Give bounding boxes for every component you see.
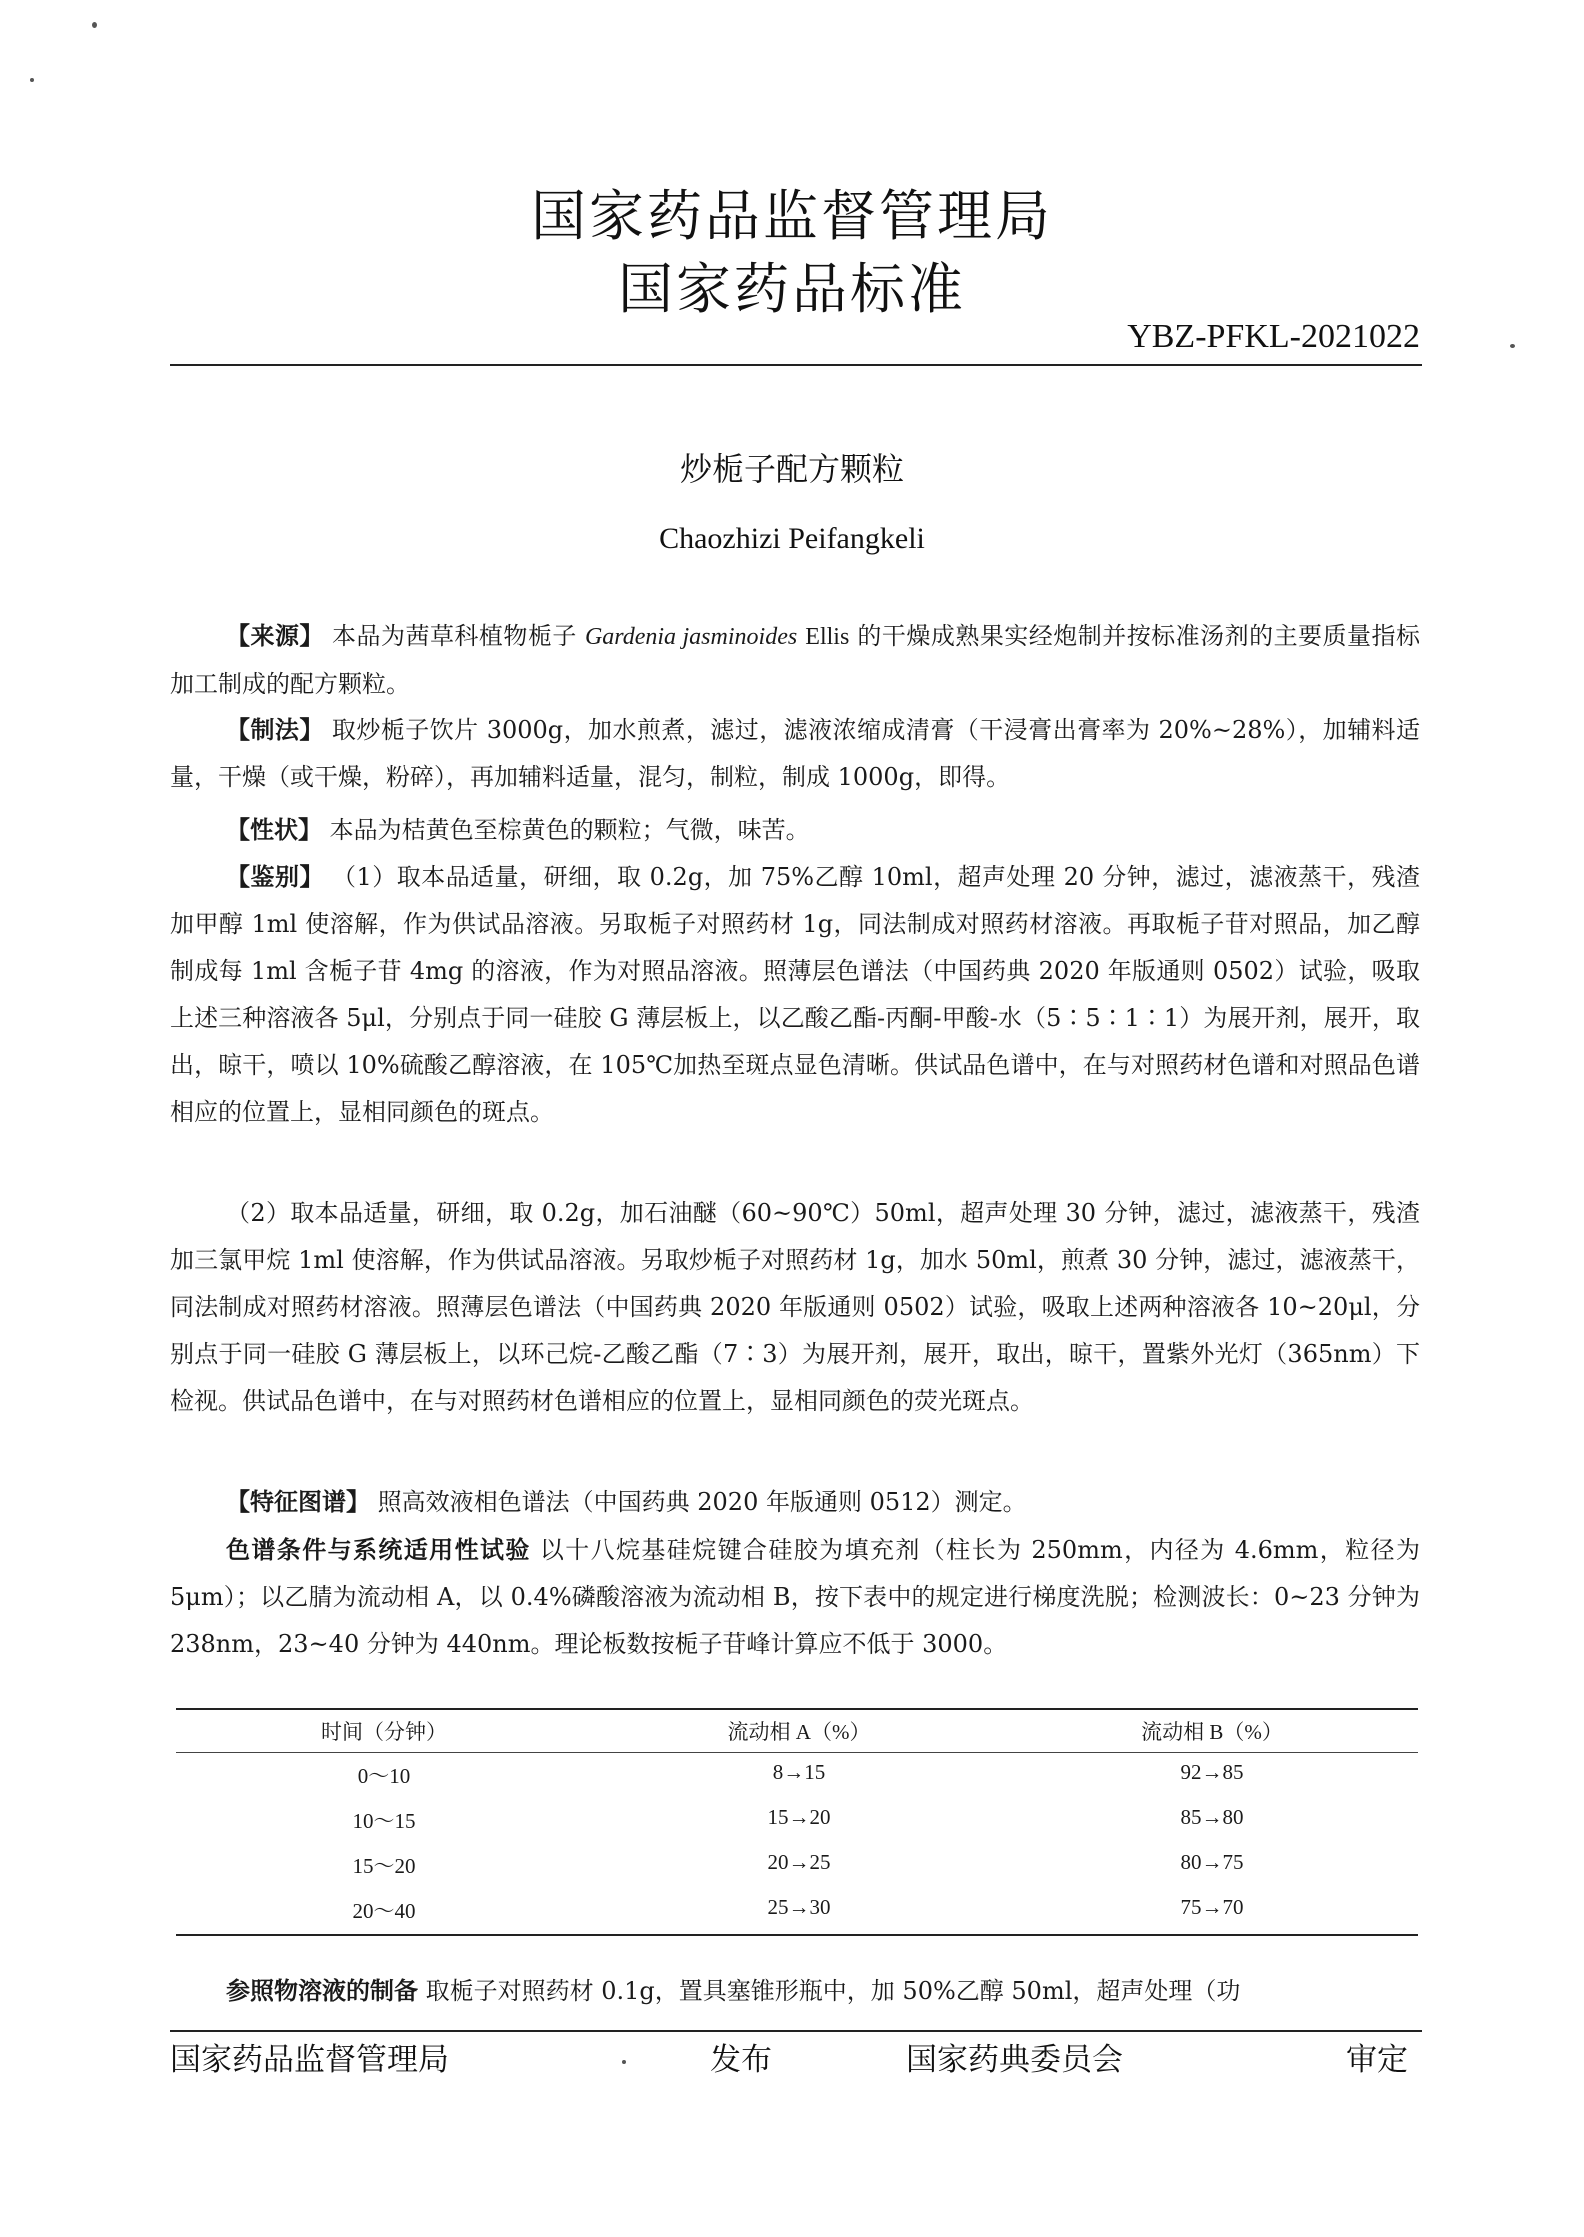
fingerprint-text: 照高效液相色谱法（中国药典 2020 年版通则 0512）测定。 bbox=[377, 1488, 1027, 1516]
section-character bbox=[170, 807, 1420, 854]
section-fingerprint bbox=[170, 1479, 1420, 1526]
source-latin-name: Gardenia jasminoides bbox=[584, 624, 798, 650]
header-standard: 国家药品标准 bbox=[617, 257, 966, 321]
section-reference bbox=[170, 1968, 1420, 2015]
header-org: 国家药品监督管理局 bbox=[530, 184, 1053, 248]
reference-tag: 参照物溶液的制备 bbox=[226, 1977, 418, 2005]
identification-tag: 【鉴别】 bbox=[226, 863, 324, 891]
table-bottom-rule bbox=[176, 1934, 1418, 1936]
identification-text-2: （2）取本品适量，研细，取 0.2g，加石油醚（60~90℃）50ml，超声处理 30 分钟，滤过，滤液蒸干，残渣加三氯甲烷 1ml 使溶解，作为供试品溶液。另取炒栀子对照药材 1g，加水 50ml，煎煮 30 分钟，滤过，滤液蒸干，同法制成对照药材溶液。照薄层色谱法（中国药典 2020 年版通则 0502）试验，吸取上述两种溶液各 10~20μl，分别点于同一硅胶 G 薄层板上，以环己烷-乙酸乙酯（7∶3）为展开剂，展开，取出，晾干，置紫外光灯（365nm）下检视。供试品色谱中，在与对照药材色谱相应的位置上，显相同颜色的荧光斑点。 bbox=[170, 1199, 1420, 1415]
scan-speck bbox=[92, 22, 97, 28]
scan-speck bbox=[1510, 344, 1515, 348]
table-cell: 15～20 bbox=[352, 1854, 416, 1878]
conditions-tag: 色谱条件与系统适用性试验 bbox=[226, 1536, 531, 1564]
table-header-time: 时间（分钟） bbox=[321, 1720, 447, 1744]
table-header-rule bbox=[176, 1752, 1418, 1753]
footer-review-label: 审定 bbox=[1346, 2042, 1408, 2078]
table-header-phase-a: 流动相 A（%） bbox=[727, 1720, 871, 1744]
footer-publish-label: 发布 bbox=[710, 2042, 772, 2078]
table-cell: 85→80 bbox=[1180, 1805, 1244, 1829]
source-text-1: 本品为茜草科植物栀子 bbox=[332, 622, 577, 650]
method-text: 取炒栀子饮片 3000g，加水煎煮，滤过，滤液浓缩成清膏（干浸膏出膏率为 20%~28%），加辅料适量，干燥（或干燥，粉碎），再加辅料适量，混匀，制粒，制成 1000g，即得。 bbox=[170, 716, 1421, 791]
fingerprint-tag: 【特征图谱】 bbox=[226, 1488, 370, 1516]
character-text: 本品为桔黄色至棕黄色的颗粒；气微，味苦。 bbox=[329, 816, 810, 844]
source-author: Ellis bbox=[805, 624, 850, 650]
table-cell: 25→30 bbox=[767, 1895, 831, 1919]
source-tag: 【来源】 bbox=[226, 622, 324, 650]
table-top-rule bbox=[176, 1708, 1418, 1710]
section-method bbox=[170, 707, 1420, 801]
conditions-text: 以十八烷基硅烷键合硅胶为填充剂（柱长为 250mm，内径为 4.6mm，粒径为 5μm）；以乙腈为流动相 A，以 0.4%磷酸溶液为流动相 B，按下表中的规定进行梯度洗脱；检测波长：0~23 分钟为 238nm，23~40 分钟为 440nm。理论板数按栀子苷峰计算应不低于 3000。 bbox=[170, 1536, 1421, 1658]
section-identification-1 bbox=[170, 854, 1420, 1136]
source-text-2: 的干燥成熟果实经炮制并按标准汤剂的主要质量指标加工制成的配方颗粒。 bbox=[170, 622, 1420, 698]
scan-speck bbox=[30, 78, 34, 82]
table-cell: 92→85 bbox=[1180, 1760, 1244, 1784]
title-chinese: 炒栀子配方颗粒 bbox=[679, 450, 904, 488]
table-cell: 0～10 bbox=[357, 1764, 411, 1788]
table-cell: 10～15 bbox=[352, 1809, 416, 1833]
table-cell: 80→75 bbox=[1180, 1850, 1244, 1874]
method-tag: 【制法】 bbox=[226, 716, 324, 744]
section-identification-2 bbox=[170, 1190, 1420, 1425]
table-cell: 8→15 bbox=[772, 1760, 826, 1784]
scan-speck bbox=[622, 2060, 626, 2064]
footer-reviewer: 国家药典委员会 bbox=[906, 2042, 1123, 2078]
title-pinyin: Chaozhizi Peifangkeli bbox=[659, 522, 925, 555]
reference-text: 取栀子对照药材 0.1g，置具塞锥形瓶中，加 50%乙醇 50ml，超声处理（功 bbox=[425, 1977, 1241, 2005]
table-cell: 75→70 bbox=[1180, 1895, 1244, 1919]
footer-publisher: 国家药品监督管理局 bbox=[170, 2042, 449, 2078]
standard-code: YBZ-PFKL-2021022 bbox=[1127, 318, 1420, 355]
section-conditions bbox=[170, 1527, 1420, 1668]
footer-rule bbox=[170, 2030, 1422, 2032]
table-header-phase-b: 流动相 B（%） bbox=[1141, 1720, 1283, 1744]
header-rule bbox=[170, 364, 1422, 366]
table-cell: 15→20 bbox=[767, 1805, 831, 1829]
character-tag: 【性状】 bbox=[226, 816, 322, 844]
section-source bbox=[170, 613, 1420, 708]
identification-text-1: （1）取本品适量，研细，取 0.2g，加 75%乙醇 10ml，超声处理 20 分钟，滤过，滤液蒸干，残渣加甲醇 1ml 使溶解，作为供试品溶液。另取栀子对照药材 1g，同法制成对照药材溶液。再取栀子苷对照品，加乙醇制成每 1ml 含栀子苷 4mg 的溶液，作为对照品溶液。照薄层色谱法（中国药典 2020 年版通则 0502）试验，吸取上述三种溶液各 5μl，分别点于同一硅胶 G 薄层板上，以乙酸乙酯-丙酮-甲酸-水（5∶5∶1∶1）为展开剂，展开，取出，晾干，喷以 10%硫酸乙醇溶液，在 105℃加热至斑点显色清晰。供试品色谱中，在与对照药材色谱和对照品色谱相应的位置上，显相同颜色的斑点。 bbox=[170, 863, 1420, 1126]
table-cell: 20～40 bbox=[352, 1899, 416, 1923]
table-cell: 20→25 bbox=[767, 1850, 831, 1874]
